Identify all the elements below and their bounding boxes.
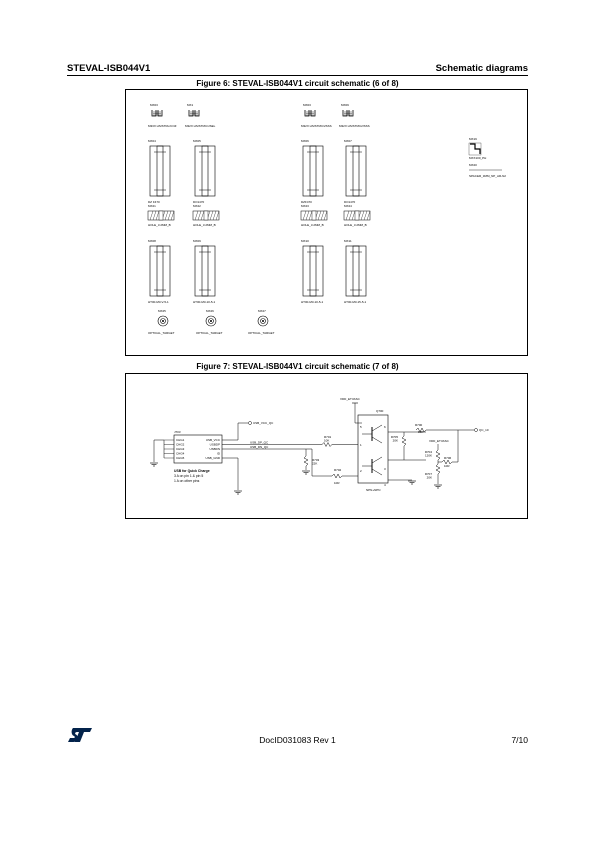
- part-value: HOLE_3.2MM_B: [344, 223, 367, 227]
- connector-pin-left: CHG1: [176, 438, 185, 442]
- wire: [153, 211, 156, 220]
- wire: [318, 211, 321, 220]
- wire: [171, 211, 174, 220]
- part-value: HT00-M3-10-5-1: [301, 300, 324, 304]
- wire: [198, 211, 201, 220]
- part-ref: MX21: [148, 204, 156, 208]
- part-value: MXX100_PH: [469, 156, 487, 160]
- fiducial-dot: [262, 320, 264, 322]
- net-label-vdd-right: VDD_ETVASC: [429, 439, 449, 443]
- part-value: DZ F470: [148, 200, 160, 204]
- resistor-ref: R701: [324, 435, 332, 439]
- standoff-shaft: [353, 146, 359, 196]
- wire: [361, 211, 364, 220]
- pin-number: 5: [360, 425, 362, 429]
- connector-pin-right: USB_GND: [205, 456, 220, 460]
- wire: [213, 211, 216, 220]
- footer-doc-id: DocID031083 Rev 1: [259, 735, 336, 745]
- connector-pin-left: CHG5: [176, 456, 185, 460]
- wire: [372, 469, 382, 475]
- hole-core: [159, 211, 163, 220]
- standoff-body: [195, 246, 215, 296]
- part-ref: MX06: [301, 139, 309, 143]
- resistor-ref: R707: [424, 472, 432, 476]
- part-ref: MX04: [148, 139, 156, 143]
- usb-note-line: 1 A on other pins: [174, 479, 200, 483]
- small-part-symbol: [470, 144, 480, 154]
- resistor-value: 120K: [424, 453, 432, 458]
- header-rule: [67, 75, 528, 76]
- part-value: HT00-M3-15-5-1: [344, 300, 367, 304]
- resistor-value: 20K: [426, 475, 432, 480]
- wire: [372, 425, 382, 431]
- hole-core: [355, 211, 359, 220]
- standoff-shaft: [353, 246, 359, 296]
- part-ref: MX22: [193, 204, 201, 208]
- connector-pin-right: USB_VCC: [205, 438, 220, 442]
- part-ref: MX09: [193, 239, 201, 243]
- resistor-value: 22K: [312, 461, 318, 466]
- part-value: HOLE_3.2MM_B: [301, 223, 324, 227]
- net-label-dn: USB_DN_QC: [250, 445, 269, 449]
- connector-pin-left: CHG4: [176, 451, 185, 456]
- part-ref: MX26: [206, 309, 214, 313]
- standoff-shaft: [310, 246, 316, 296]
- resistor-value: 10K: [418, 430, 424, 434]
- part-ref: MX08: [148, 239, 156, 243]
- wire: [346, 211, 349, 220]
- standoff-body: [195, 146, 215, 196]
- resistor-ref: R704: [424, 450, 432, 454]
- part-ref: MX20: [469, 163, 477, 167]
- fiducial-dot: [162, 320, 164, 322]
- figure6-caption: Figure 6: STEVAL-ISB044V1 circuit schematic (6 of 8): [196, 79, 399, 88]
- part-ref: MX24: [344, 204, 352, 208]
- figure7-schematic: [126, 374, 527, 518]
- wire: [309, 211, 312, 220]
- figure7-frame: [125, 373, 528, 519]
- part-ref: MX19: [469, 137, 477, 141]
- resistor-value: 20K: [392, 438, 398, 443]
- wire: [150, 211, 153, 220]
- resistor-ref: R706: [444, 456, 452, 460]
- wire: [195, 211, 198, 220]
- connector-pin-left: CHG2: [176, 442, 185, 447]
- wire: [303, 211, 306, 220]
- resistor-symbol: [402, 436, 406, 446]
- part-ref: MX27: [258, 309, 266, 313]
- net-label-vdd: VDD_ETVASC: [340, 397, 360, 401]
- standoff-shaft: [202, 146, 208, 196]
- figure6-schematic: [126, 90, 527, 355]
- net-flag: [249, 422, 252, 425]
- wire: [372, 437, 382, 443]
- resistor-ref: R703: [312, 458, 320, 462]
- pin-number: 4: [384, 483, 386, 487]
- net-label-dp: USB_DP_QC: [250, 440, 269, 445]
- net-label-out: QC_10: [479, 428, 489, 432]
- part-ref: MX07: [344, 139, 352, 143]
- pin-number: 1: [360, 443, 362, 447]
- standoff-body: [150, 246, 170, 296]
- part-value: HOLE_3.2MM_B: [148, 223, 171, 227]
- part-ref: MX03: [303, 103, 311, 107]
- resistor-symbol: [436, 464, 440, 474]
- pin-number: 3: [384, 467, 386, 471]
- standoff-body: [346, 246, 366, 296]
- resistor-ref: R702: [334, 468, 342, 472]
- resistor-value: 10K: [324, 438, 330, 443]
- standoff-shaft: [310, 146, 316, 196]
- wire: [324, 211, 327, 220]
- part-ref: MX05: [193, 139, 201, 143]
- net-label-vcc: USB_VCC_QC: [253, 421, 274, 425]
- part-value: M32X HS/STMC/2SSS: [301, 124, 332, 128]
- hole-core: [204, 211, 208, 220]
- wire: [367, 211, 370, 220]
- part-value: HT00-M3-10-5-1: [193, 300, 216, 304]
- standoff-shaft: [157, 246, 163, 296]
- part-value: M33X HS/STRL/COZ: [148, 124, 177, 128]
- running-header-title: STEVAL-ISB044V1: [67, 63, 151, 74]
- standoff-body: [303, 246, 323, 296]
- resistor-value: 10R: [334, 481, 340, 485]
- part-ref: MX10: [301, 239, 309, 243]
- connector-pin-right: USBDP: [209, 442, 220, 447]
- standoff-shaft: [202, 246, 208, 296]
- wire: [364, 211, 367, 220]
- net-flag: [475, 429, 478, 432]
- wire: [321, 211, 324, 220]
- part-ref: MX1: [187, 103, 194, 107]
- part-ref: MX03: [150, 103, 158, 107]
- hole-core: [312, 211, 316, 220]
- part-ref: MX11: [344, 239, 352, 243]
- resistor-ref: R705: [390, 435, 398, 439]
- running-header-section: Schematic diagrams: [435, 63, 528, 74]
- usb-note-line: USB for Quick Charge: [174, 469, 210, 473]
- resistor-symbol: [436, 450, 440, 460]
- connector-pin-left: CHG3: [176, 447, 185, 451]
- footer-page-number: 7/10: [511, 735, 528, 745]
- transistor-value: NPN+NPN: [366, 488, 381, 492]
- part-value: HT00-M3-V-5-1: [148, 300, 169, 304]
- usb-note-line: 3 A on pin 1 & pin 5: [174, 474, 204, 478]
- standoff-body: [303, 146, 323, 196]
- resistor-symbol: [332, 474, 342, 478]
- wire: [216, 211, 219, 220]
- pin-number: 2: [360, 469, 362, 473]
- resistor-symbol: [304, 456, 308, 466]
- wire: [306, 211, 309, 220]
- wire: [156, 211, 159, 220]
- resistor-value: 10R: [444, 464, 450, 468]
- wire: [349, 211, 352, 220]
- figure7-caption: Figure 7: STEVAL-ISB044V1 circuit schematic (7 of 8): [196, 362, 399, 371]
- part-ref: MX25: [158, 309, 166, 313]
- part-value: OPTICAL_TARGET: [196, 331, 223, 335]
- standoff-body: [150, 146, 170, 196]
- part-value: HOLE_3.2MM_B: [193, 223, 216, 227]
- connector-pin-right: ID: [217, 451, 220, 456]
- part-value: DO1470: [344, 200, 356, 204]
- pin-number: 6: [384, 425, 386, 429]
- standoff-shaft: [157, 146, 163, 196]
- part-value: M32X HS/STMC1/SEL: [185, 124, 216, 128]
- part-value: M32X HS/STMC2/SSS: [339, 124, 370, 128]
- wire: [210, 211, 213, 220]
- wire: [372, 457, 382, 463]
- figure6-frame: [125, 89, 528, 356]
- part-value: SPACER_3MM_NP_AR-N2: [469, 174, 506, 178]
- part-value: DZF470: [301, 200, 312, 204]
- resistor-ref: R700: [415, 423, 423, 427]
- part-value: OPTICAL_TARGET: [148, 331, 175, 335]
- part-value: DO1470: [193, 200, 205, 204]
- wire: [201, 211, 204, 220]
- connector-pin-right: USBDN: [209, 447, 220, 451]
- fiducial-dot: [210, 320, 212, 322]
- transistor-ref: Q700: [376, 409, 384, 413]
- part-ref: MX23: [301, 204, 309, 208]
- wire: [168, 211, 171, 220]
- standoff-body: [346, 146, 366, 196]
- wire: [165, 211, 168, 220]
- part-ref: MX09: [341, 103, 349, 107]
- resistor-symbol: [322, 443, 332, 447]
- wire: [352, 211, 355, 220]
- connector-ref: J703: [174, 430, 181, 434]
- part-value: OPTICAL_TARGET: [248, 331, 275, 335]
